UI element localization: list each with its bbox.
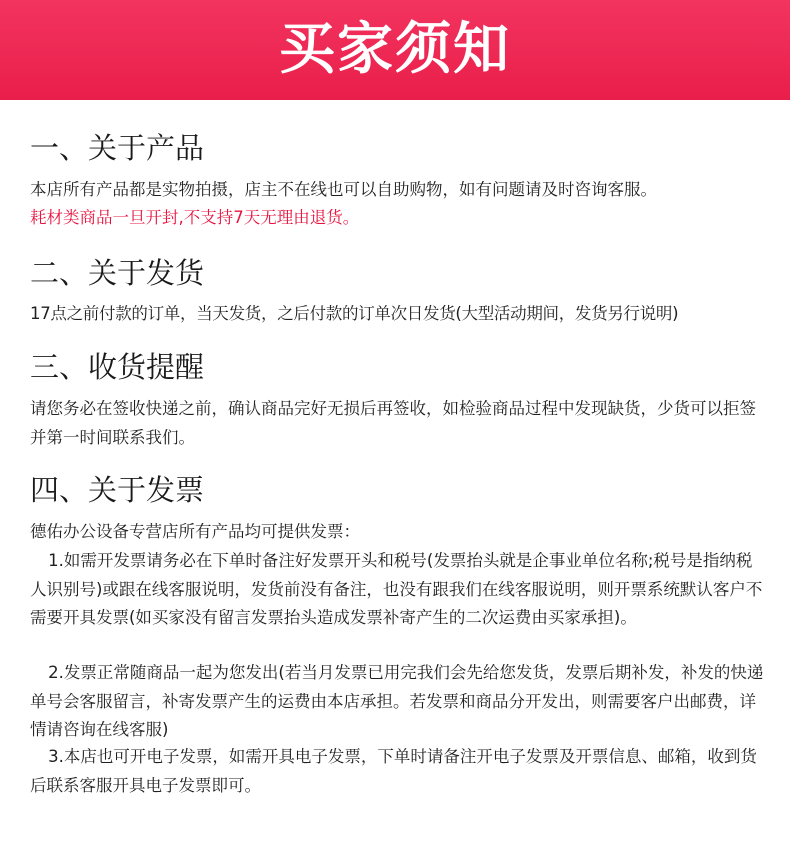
section-heading-receipt: 三、收货提醒: [30, 350, 205, 384]
receipt-paragraph: 请您务必在签收快递之前，确认商品完好无损后再签收，如检验商品过程中发现缺货，少货可以拒签并第一时间联系我们。: [30, 399, 756, 447]
products-paragraph: 本店所有产品都是实物拍摄，店主不在线也可以自助购物，如有问题请及时咨询客服。: [30, 180, 657, 199]
invoice-item-1: 1.如需开发票请务必在下单时备注好发票开头和税号(发票抬头就是企事业单位名称;税号是指纳税人识别号)或跟在线客服说明，发货前没有备注，也没有跟我们在线客服说明，则开票系统默认客户不需要开具发票(如买家没有留言发票抬头造成发票补寄产生的二次运费由买家承担)。: [30, 551, 763, 627]
header-banner: [0, 0, 790, 100]
shipping-paragraph: 17点之前付款的订单，当天发货，之后付款的订单次日发货(大型活动期间，发货另行说明): [30, 304, 679, 323]
section-heading-invoice: 四、关于发票: [30, 473, 205, 507]
invoice-item-3: 3.本店也可开电子发票，如需开具电子发票，下单时请备注开电子发票及开票信息、邮箱，收到货后联系客服开具电子发票即可。: [30, 747, 757, 795]
products-warning: 耗材类商品一旦开封,不支持7天无理由退货。: [30, 208, 360, 227]
invoice-item-2: 2.发票正常随商品一起为您发出(若当月发票已用完我们会先给您发货，发票后期补发，补发的快递单号会客服留言，补寄发票产生的运费由本店承担。若发票和商品分开发出，则需要客户出邮费，详情请咨询在线客服): [30, 663, 764, 739]
section-heading-products: 一、关于产品: [30, 131, 205, 165]
page-title: 买家须知: [279, 17, 511, 82]
section-heading-shipping: 二、关于发货: [30, 256, 205, 290]
invoice-intro: 德佑办公设备专营店所有产品均可提供发票：: [30, 522, 360, 541]
